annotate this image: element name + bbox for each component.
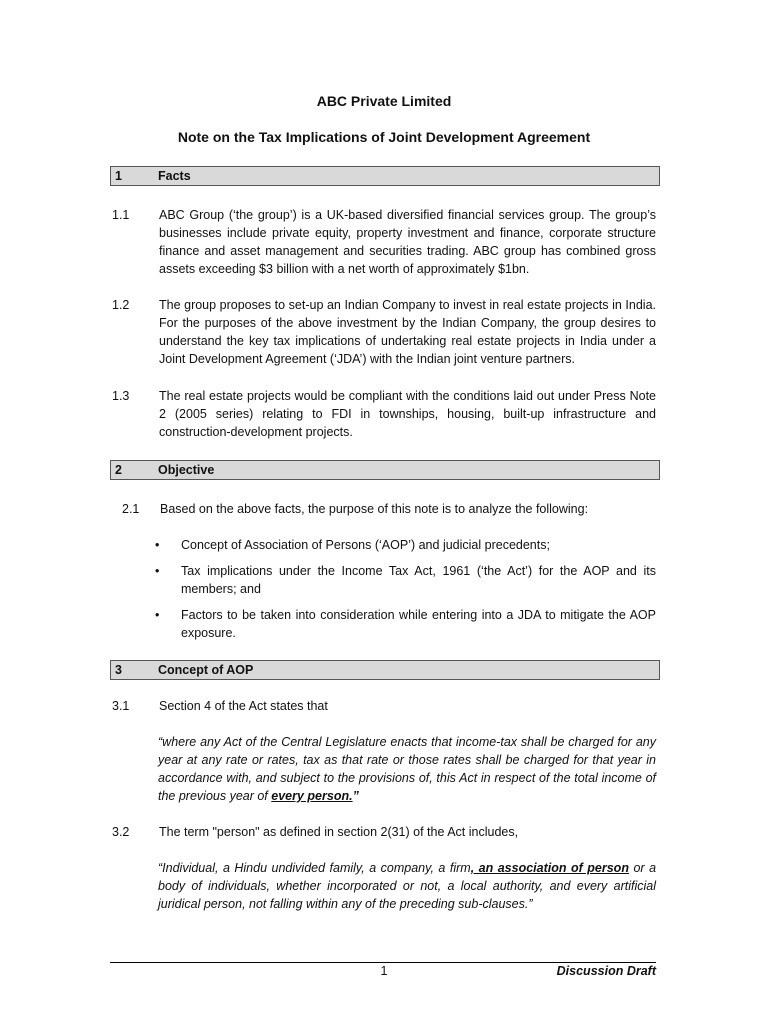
paragraph-text: Section 4 of the Act states that	[159, 699, 328, 713]
paragraph-1-2	[112, 296, 656, 368]
section-header-objective	[110, 460, 660, 480]
note-title: Note on the Tax Implications of Joint Development Agreement	[177, 129, 591, 145]
paragraph-number: 2.1	[122, 502, 140, 516]
section-number: 1	[115, 169, 122, 183]
paragraph-text: The group proposes to set-up an Indian Company to invest in real estate projects in India. For the purposes of the above investment by the Indian Company, the group desires to understand the key tax implications of undertaking real estate projects in India under a Joint Development Agreement (‘JDA’) with the Indian joint venture partners.	[159, 298, 656, 366]
paragraph-text: The real estate projects would be compliant with the conditions laid out under Press Note 2 (2005 series) relating to FDI in townships, housing, built-up infrastructure and construction-development projects.	[159, 389, 656, 439]
paragraph-1-1	[112, 206, 656, 278]
emphasis-every-person: every person.	[271, 789, 353, 803]
list-item: • Concept of Association of Persons (‘AOP’) and judicial precedents;	[155, 538, 550, 552]
bullet-icon: •	[155, 538, 160, 552]
paragraph-2-1	[122, 500, 656, 518]
objective-bullet-list	[155, 536, 656, 650]
section-title: Objective	[158, 463, 215, 477]
paragraph-number: 3.2	[112, 825, 130, 839]
paragraph-3-1	[112, 697, 656, 715]
section-title: Facts	[158, 169, 191, 183]
paragraph-text: Based on the above facts, the purpose of this note is to analyze the following:	[160, 502, 589, 516]
paragraph-text: ABC Group (‘the group’) is a UK-based diversified financial services group. The group’s businesses include private equity, property investment and finance, corporate structure finance and asset management and securities trading. ABC group has combined gross assets exceeding $3 billion with a net worth of approximately $1bn.	[159, 208, 656, 276]
paragraph-text: The term "person" as defined in section 2(31) of the Act includes,	[159, 825, 519, 839]
emphasis-association-of-person: , an association of person	[470, 861, 629, 875]
section-number: 3	[115, 663, 122, 677]
paragraph-1-3	[112, 387, 656, 441]
bullet-icon: •	[155, 564, 160, 578]
section-header-concept-of-aop	[110, 660, 660, 680]
paragraph-number: 3.1	[112, 699, 130, 713]
draft-label: Discussion Draft	[556, 964, 656, 978]
bullet-icon: •	[155, 608, 160, 622]
paragraph-number: 1.1	[112, 208, 130, 222]
quote-section-2-31: “Individual, a Hindu undivided family, a company, a firm, an association of person or a body of individuals, whether incorporated or not, a local authority, and every artificial juridical person, not falling within any of the preceding sub-clauses.”	[158, 861, 657, 911]
quote-section-4: “where any Act of the Central Legislature enacts that income-tax shall be charged for any year at any rate or rates, tax as that rate or those rates shall be charged for that year in accordance with, and subject to the provisions of, this Act in respect of the total income of the previous year of every person.”	[158, 735, 656, 803]
section-title: Concept of AOP	[158, 663, 254, 677]
section-header-facts	[110, 166, 660, 186]
page-number: 1	[380, 964, 388, 978]
section-number: 2	[115, 463, 122, 477]
company-title: ABC Private Limited	[316, 93, 452, 109]
list-item: • Tax implications under the Income Tax Act, 1961 (‘the Act’) for the AOP and its members; and	[155, 564, 656, 596]
paragraph-number: 1.2	[112, 298, 130, 312]
list-item: • Factors to be taken into consideration while entering into a JDA to mitigate the AOP exposure.	[155, 608, 656, 640]
paragraph-3-2	[112, 823, 656, 841]
paragraph-number: 1.3	[112, 389, 130, 403]
